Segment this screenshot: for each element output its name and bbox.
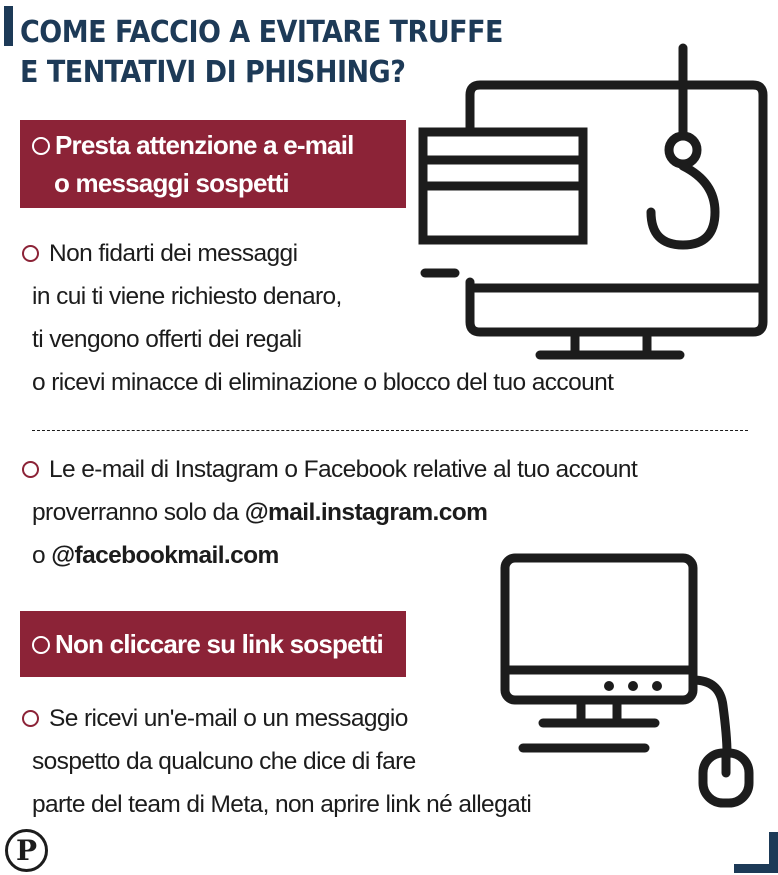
section-1-heading-line-1: Presta attenzione a e-mail xyxy=(55,130,354,160)
facebook-domain: @facebookmail.com xyxy=(51,542,279,569)
bullet-icon xyxy=(22,710,39,727)
bullet-icon xyxy=(22,245,39,262)
title-line-1: COME FACCIO A EVITARE TRUFFE xyxy=(20,15,503,50)
bullet-icon xyxy=(22,461,39,478)
dashed-divider xyxy=(32,430,748,431)
section-1-heading-line-2: o messaggi sospetti xyxy=(54,168,289,198)
tip-money-requests: Non fidarti dei messaggi in cui ti viene richiesto denaro, ti vengono offerti dei regali o ricevi minacce di eliminazione o blocco del tuo account xyxy=(22,232,613,404)
logo-letter: P xyxy=(15,834,38,867)
section-2-heading-text: Non cliccare su link sospetti xyxy=(55,629,383,659)
section-1-heading xyxy=(20,120,406,208)
bullet-icon xyxy=(32,636,50,654)
tip-official-domains: Le e-mail di Instagram o Facebook relative al tuo account proverranno solo da @mail.instagram.com o @facebookmail.com xyxy=(22,448,637,577)
corner-accent-top-left xyxy=(4,6,13,46)
corner-accent-bottom-right-vertical xyxy=(769,832,778,873)
tip-suspicious-links: Se ricevi un'e-mail o un messaggio sospetto da qualcuno che dice di fare parte del team di Meta, non aprire link né allegati xyxy=(22,697,531,826)
instagram-domain: @mail.instagram.com xyxy=(244,499,488,526)
title-line-2: E TENTATIVI DI PHISHING? xyxy=(20,55,406,90)
section-2-heading xyxy=(20,611,406,677)
desktop-computer-mouse-icon xyxy=(495,548,765,808)
publisher-logo xyxy=(5,829,48,872)
phishing-monitor-icon xyxy=(415,40,775,365)
bullet-icon xyxy=(32,137,50,155)
